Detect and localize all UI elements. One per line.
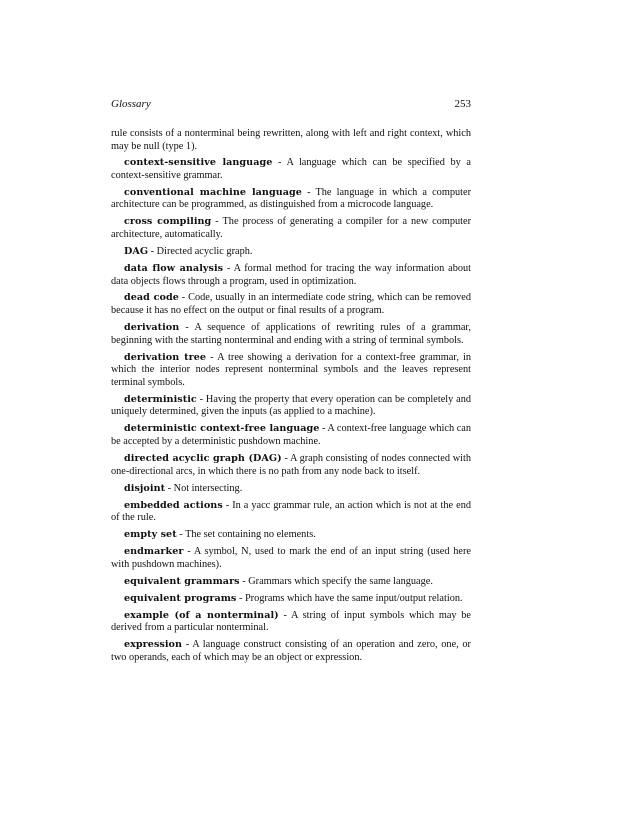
glossary-term: data flow analysis <box>124 262 224 274</box>
glossary-definition: - A sequence of applications of rewriting rules of a grammar, beginning with the starting nonterminal and ending with a string of terminal symbols. <box>111 322 471 346</box>
glossary-term: empty set <box>124 529 177 541</box>
glossary-definition: - A formal method for tracing the way information about data objects flows through a program, used in optimization. <box>111 262 471 287</box>
glossary-definition: - Programs which have the same input/output relation. <box>236 592 463 604</box>
glossary-definition: - A context-free language which can be accepted by a deterministic pushdown machine. <box>111 423 471 447</box>
glossary-term: endmarker <box>124 546 184 558</box>
glossary-term: context-sensitive language <box>124 157 273 169</box>
glossary-entry-deterministic-context-free-language <box>111 423 471 448</box>
glossary-entry-dag <box>111 246 471 259</box>
glossary-definition: - A graph consisting of nodes connected with one-directional arcs, in which there is no path from any node back to itself. <box>111 452 471 477</box>
running-header <box>111 98 471 111</box>
glossary-term: conventional machine language <box>124 186 302 198</box>
glossary-definition: - Directed acyclic graph. <box>148 245 253 257</box>
glossary-term: deterministic context-free language <box>124 423 320 435</box>
glossary-term: cross compiling <box>124 216 212 228</box>
document-page <box>111 98 471 669</box>
glossary-entry-derivation <box>111 322 471 347</box>
glossary-term: equivalent grammars <box>124 575 240 587</box>
glossary-definition: - A tree showing a derivation for a context-free grammar, in which the interior nodes represent nonterminal symbols and the leaves represent terminal symbols. <box>111 351 471 388</box>
glossary-definition: - A language construct consisting of an operation and zero, one, or two operands, each of which may be an object or expression. <box>111 639 471 663</box>
glossary-term: derivation <box>124 322 180 334</box>
glossary-term: example (of a nonterminal) <box>124 609 279 621</box>
glossary-entry-disjoint <box>111 483 471 496</box>
glossary-term: directed acyclic graph (DAG) <box>124 452 282 464</box>
glossary-entry-embedded-actions <box>111 500 471 525</box>
glossary-entry-data-flow-analysis <box>111 263 471 288</box>
glossary-definition: - A string of input symbols which may be derived from a particular nonterminal. <box>111 609 471 634</box>
glossary-entry-deterministic <box>111 394 471 419</box>
glossary-entry-conventional-machine-language <box>111 187 471 212</box>
glossary-definition: - The set containing no elements. <box>176 529 316 541</box>
glossary-entry-endmarker <box>111 546 471 571</box>
glossary-definition: - Having the property that every operation can be completely and uniquely determined, given the inputs (as applied to a machine). <box>111 393 471 418</box>
glossary-definition: - A symbol, N, used to mark the end of an input string (used here with pushdown machines). <box>111 546 471 570</box>
glossary-definition: - A language which can be specified by a context-sensitive grammar. <box>111 157 471 181</box>
glossary-term: deterministic <box>124 393 197 405</box>
glossary-term: expression <box>124 639 183 651</box>
glossary-term: derivation tree <box>124 351 207 363</box>
glossary-entry-dead-code <box>111 292 471 317</box>
glossary-entry-derivation-tree <box>111 352 471 390</box>
glossary-entry-directed-acyclic-graph <box>111 453 471 478</box>
glossary-definition: - Not intersecting. <box>165 482 243 494</box>
glossary-entry-expression <box>111 639 471 664</box>
glossary-entry-equivalent-grammars <box>111 576 471 589</box>
glossary-definition: - Grammars which specify the same language. <box>239 575 433 587</box>
glossary-term: equivalent programs <box>124 592 237 604</box>
page-number: 253 <box>454 98 471 110</box>
glossary-entry-equivalent-programs <box>111 593 471 606</box>
glossary-term: embedded actions <box>124 499 223 511</box>
glossary-term: disjoint <box>124 482 166 494</box>
glossary-entry-context-sensitive-language <box>111 157 471 182</box>
glossary-entry-cross-compiling <box>111 216 471 241</box>
glossary-term: DAG <box>124 245 149 257</box>
glossary-entry-empty-set <box>111 529 471 542</box>
glossary-definition: - In a yacc grammar rule, an action which is not at the end of the rule. <box>111 499 471 524</box>
glossary-definition: - Code, usually in an intermediate code string, which can be removed because it has no effect on the output or final results of a program. <box>111 292 471 317</box>
continued-definition: rule consists of a nonterminal being rewritten, along with left and right context, which may be null (type 1). <box>111 128 471 152</box>
glossary-entry-example-of-a-nonterminal <box>111 610 471 635</box>
section-title: Glossary <box>111 98 151 110</box>
glossary-body <box>111 128 471 664</box>
glossary-term: dead code <box>124 292 179 304</box>
glossary-definition: - The process of generating a compiler for a new computer architecture, automatically. <box>111 216 472 240</box>
glossary-definition: - The language in which a computer architecture can be programmed, as distinguished from a microcode language. <box>111 186 471 211</box>
